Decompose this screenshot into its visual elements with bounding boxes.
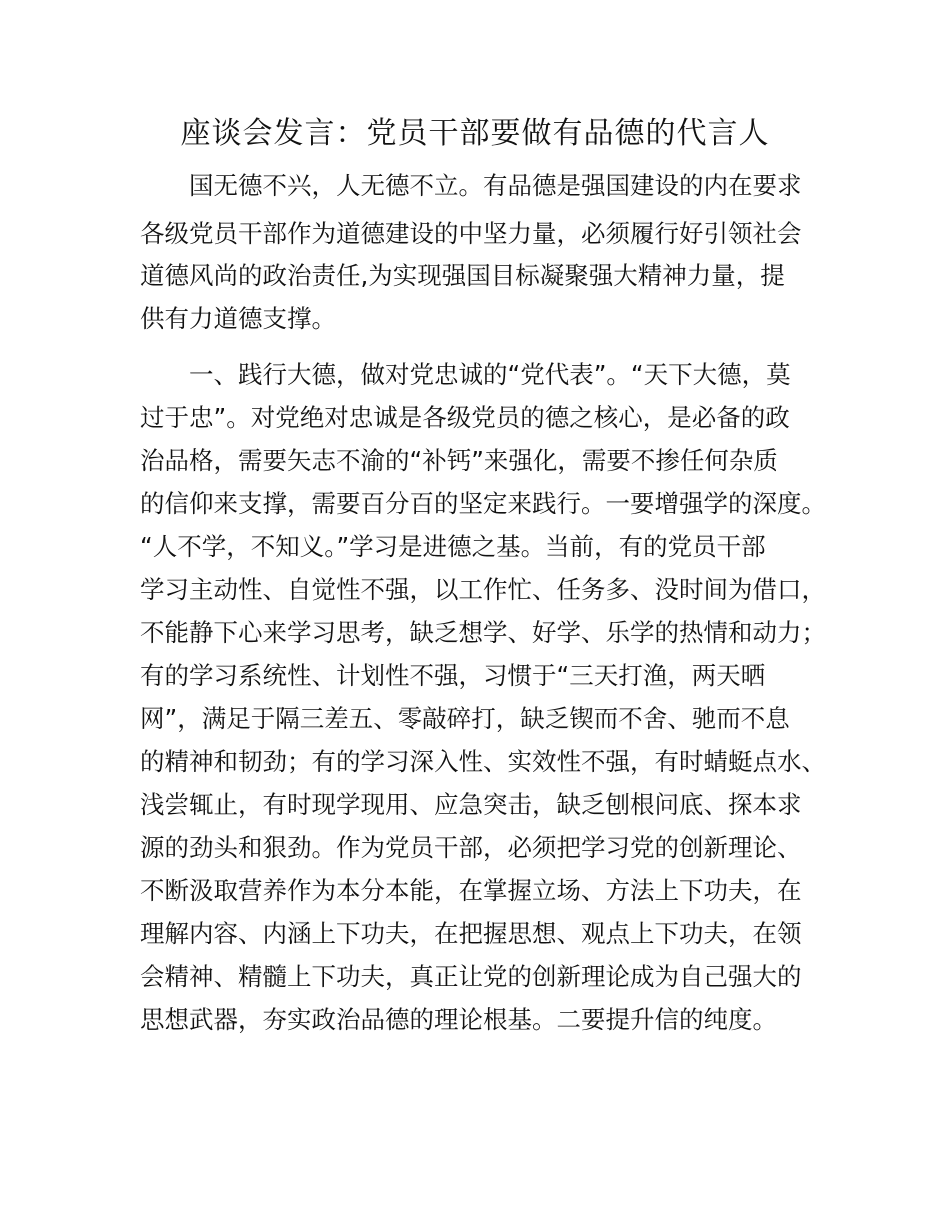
paragraph-line: 供有力道德支撑。	[140, 304, 336, 333]
paragraph-line: 国无德不兴，人无德不立。有品德是强国建设的内在要求	[140, 171, 802, 200]
paragraph-line: 的信仰来支撑，需要百分百的坚定来践行。一要增强学的深度。	[140, 489, 826, 518]
paragraph-line: 有的学习系统性、计划性不强，习惯于“三天打渔，两天晒	[140, 661, 766, 690]
paragraph-line: 不能静下心来学习思考，缺乏想学、好学、乐学的热情和动力；	[140, 618, 826, 647]
page-title: 座谈会发言：党员干部要做有品德的代言人	[180, 116, 770, 151]
paragraph-line: 理解内容、内涵上下功夫，在把握思想、观点上下功夫，在领	[140, 919, 802, 948]
paragraph-line: 治品格，需要矢志不渝的“补钙”来强化，需要不掺任何杂质	[140, 446, 778, 475]
paragraph-line: 不断汲取营养作为本分本能，在掌握立场、方法上下功夫，在	[140, 876, 802, 905]
paragraph-line: 的精神和韧劲；有的学习深入性、实效性不强，有时蜻蜓点水、	[140, 747, 826, 776]
paragraph-line: “人不学，不知义。”学习是进德之基。当前，有的党员干部	[140, 532, 766, 561]
paragraph-line: 思想武器，夯实政治品德的理论根基。二要提升信的纯度。	[140, 1005, 777, 1034]
paragraph-line: 道德风尚的政治责任,为实现强国目标凝聚强大精神力量，提	[140, 261, 785, 290]
paragraph-line: 过于忠”。对党绝对忠诚是各级党员的德之核心，是必备的政	[140, 403, 790, 432]
paragraph-line: 学习主动性、自觉性不强，以工作忙、任务多、没时间为借口，	[140, 575, 826, 604]
paragraph-line: 源的劲头和狠劲。作为党员干部，必须把学习党的创新理论、	[140, 833, 802, 862]
paragraph-line: 各级党员干部作为道德建设的中坚力量，必须履行好引领社会	[140, 219, 802, 248]
paragraph-line: 一、践行大德，做对党忠诚的“党代表”。“天下大德，莫	[140, 360, 791, 389]
paragraph-line: 浅尝辄止，有时现学现用、应急突击，缺乏刨根问底、探本求	[140, 790, 802, 819]
paragraph-line: 会精神、精髓上下功夫，真正让党的创新理论成为自己强大的	[140, 962, 802, 991]
paragraph-line: 网”，满足于隔三差五、零敲碎打，缺乏锲而不舍、驰而不息	[140, 704, 790, 733]
